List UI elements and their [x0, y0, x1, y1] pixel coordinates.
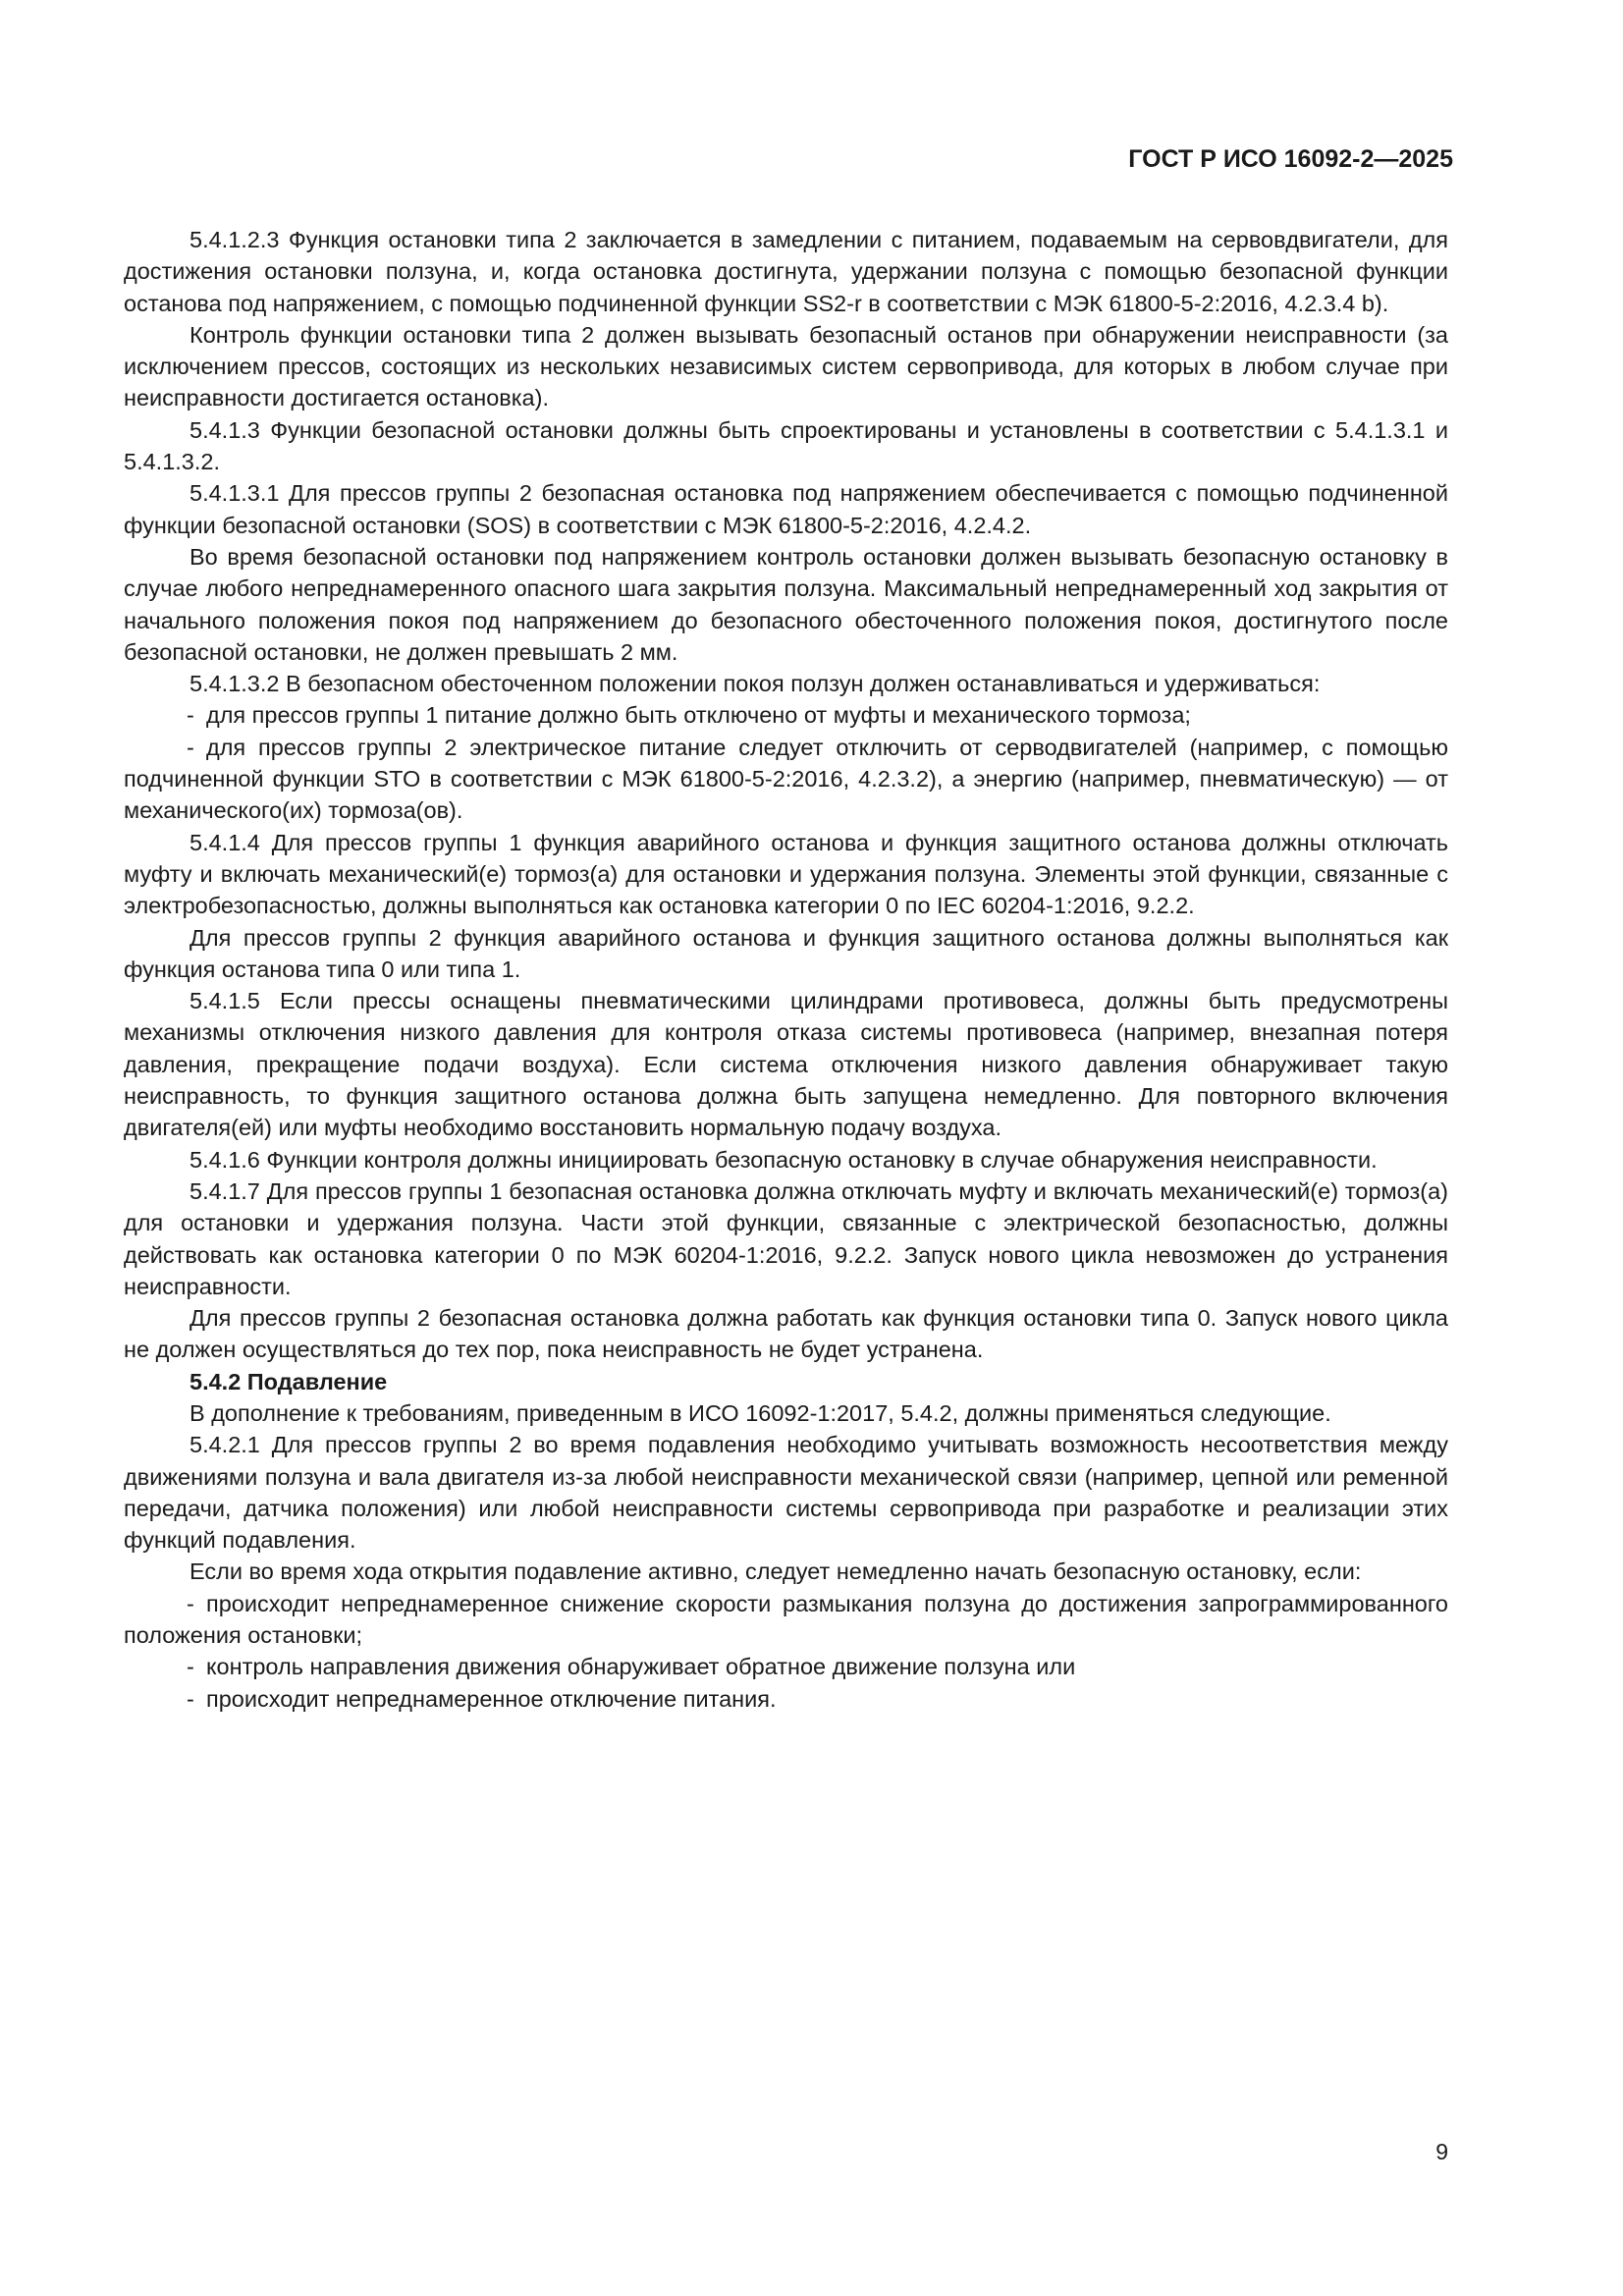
paragraph: Для прессов группы 2 безопасная остановка должна работать как функция остановки типа 0. Запуск нового цикла не должен осуществляться до тех пор, пока неисправность не будет устранена. — [124, 1305, 1448, 1363]
list-item — [124, 1588, 1448, 1652]
paragraph: 5.4.1.6 Функции контроля должны инициировать безопасную остановку в случае обнаружения неисправности. — [189, 1146, 1378, 1173]
paragraph: 5.4.1.2.3 Функция остановки типа 2 заключается в замедлении с питанием, подаваемым на сервовдвигатели, для достижения остановки ползуна, и, когда остановка достигнута, удержании ползуна с помощью безопасной функции останова под напряжением, с помощью подчиненной функции SS2-r в соответствии с МЭК 61800-5-2:2016, 4.2.3.4 b). — [124, 227, 1448, 316]
list-item — [124, 732, 1448, 827]
list-item-text: для прессов группы 2 электрическое питание следует отключить от серводвигателей (например, с помощью подчиненной функции STO в соответствии с МЭК 61800-5-2:2016, 4.2.3.2), а энергию (например, пневматическую) — от механического(их) тормоза(ов). — [124, 734, 1448, 824]
list-item-text: контроль направления движения обнаруживает обратное движение ползуна или — [206, 1654, 1076, 1680]
paragraph: 5.4.1.7 Для прессов группы 1 безопасная остановка должна отключать муфту и включать механический(е) тормоз(а) для остановки и удержания ползуна. Части этой функции, связанные с электрической безопасностью, должны действовать как остановка категории 0 по МЭК 60204-1:2016, 9.2.2. Запуск нового цикла невозможен до устранения неисправности. — [124, 1177, 1448, 1299]
list-bullet: - — [187, 734, 194, 760]
paragraph: 5.4.1.3.2 В безопасном обесточенном положении покоя ползун должен останавливаться и удерживаться: — [189, 671, 1321, 697]
standard-header: ГОСТ Р ИСО 16092-2—2025 — [1128, 145, 1453, 173]
paragraph: 5.4.1.3.1 Для прессов группы 2 безопасная остановка под напряжением обеспечивается с помощью подчиненной функции безопасной остановки (SOS) в соответствии с МЭК 61800-5-2:2016, 4.2.4.2. — [124, 480, 1448, 538]
section-heading: 5.4.2 Подавление — [189, 1368, 388, 1394]
list-bullet: - — [187, 1654, 194, 1680]
list-item-text: происходит непреднамеренное снижение скорости размыкания ползуна до достижения запрограммированного положения остановки; — [124, 1590, 1448, 1649]
list-bullet: - — [187, 1590, 194, 1616]
list-item — [124, 699, 1448, 731]
paragraph: 5.4.1.5 Если прессы оснащены пневматическими цилиндрами противовеса, должны быть предусмотрены механизмы отключения низкого давления для контроля отказа системы противовеса (например, внезапная потеря давления, прекращение подачи воздуха). Если система отключения низкого давления обнаруживает такую неисправность, то функция защитного останова должна быть запущена немедленно. Для повторного включения двигателя(ей) или муфты необходимо восстановить нормальную подачу воздуха. — [124, 988, 1448, 1141]
list-item — [124, 1683, 1448, 1715]
list-item — [124, 1651, 1448, 1682]
paragraph: 5.4.1.3 Функции безопасной остановки должны быть спроектированы и установлены в соответствии с 5.4.1.3.1 и 5.4.1.3.2. — [124, 416, 1448, 475]
list-item-text: для прессов группы 1 питание должно быть отключено от муфты и механического тормоза; — [206, 702, 1191, 729]
list-bullet: - — [187, 702, 194, 729]
list-bullet: - — [187, 1685, 194, 1712]
paragraph: Контроль функции остановки типа 2 должен вызывать безопасный останов при обнаружении неисправности (за исключением прессов, состоящих из нескольких независимых систем сервопривода, для которых в любом случае при неисправности достигается остановка). — [124, 321, 1448, 411]
paragraph: Для прессов группы 2 функция аварийного останова и функция защитного останова должны выполняться как функция останова типа 0 или типа 1. — [124, 924, 1448, 982]
page-number: 9 — [1435, 2139, 1448, 2164]
list-item-text: происходит непреднамеренное отключение питания. — [206, 1685, 777, 1712]
paragraph: 5.4.2.1 Для прессов группы 2 во время подавления необходимо учитывать возможность несоответствия между движениями ползуна и вала двигателя из-за любой неисправности механической связи (например, цепной или ременной передачи, датчика положения) или любой неисправности системы сервопривода при разработке и реализации этих функций подавления. — [124, 1432, 1448, 1554]
paragraph: В дополнение к требованиям, приведенным в ИСО 16092-1:2017, 5.4.2, должны применяться следующие. — [189, 1399, 1331, 1426]
paragraph: Если во время хода открытия подавление активно, следует немедленно начать безопасную остановку, если: — [189, 1558, 1362, 1585]
paragraph: Во время безопасной остановки под напряжением контроль остановки должен вызывать безопасную остановку в случае любого непреднамеренного опасного шага закрытия ползуна. Максимальный непреднамеренный ход закрытия от начального положения покоя под напряжением до безопасного обесточенного положения покоя, достигнутого после безопасной остановки, не должен превышать 2 мм. — [124, 543, 1448, 665]
body-text — [124, 224, 1448, 1715]
paragraph: 5.4.1.4 Для прессов группы 1 функция аварийного останова и функция защитного останова должны отключать муфту и включать механический(е) тормоз(а) для остановки и удержания ползуна. Элементы этой функции, связанные с электробезопасностью, должны выполняться как остановка категории 0 по IEC 60204-1:2016, 9.2.2. — [124, 829, 1448, 919]
